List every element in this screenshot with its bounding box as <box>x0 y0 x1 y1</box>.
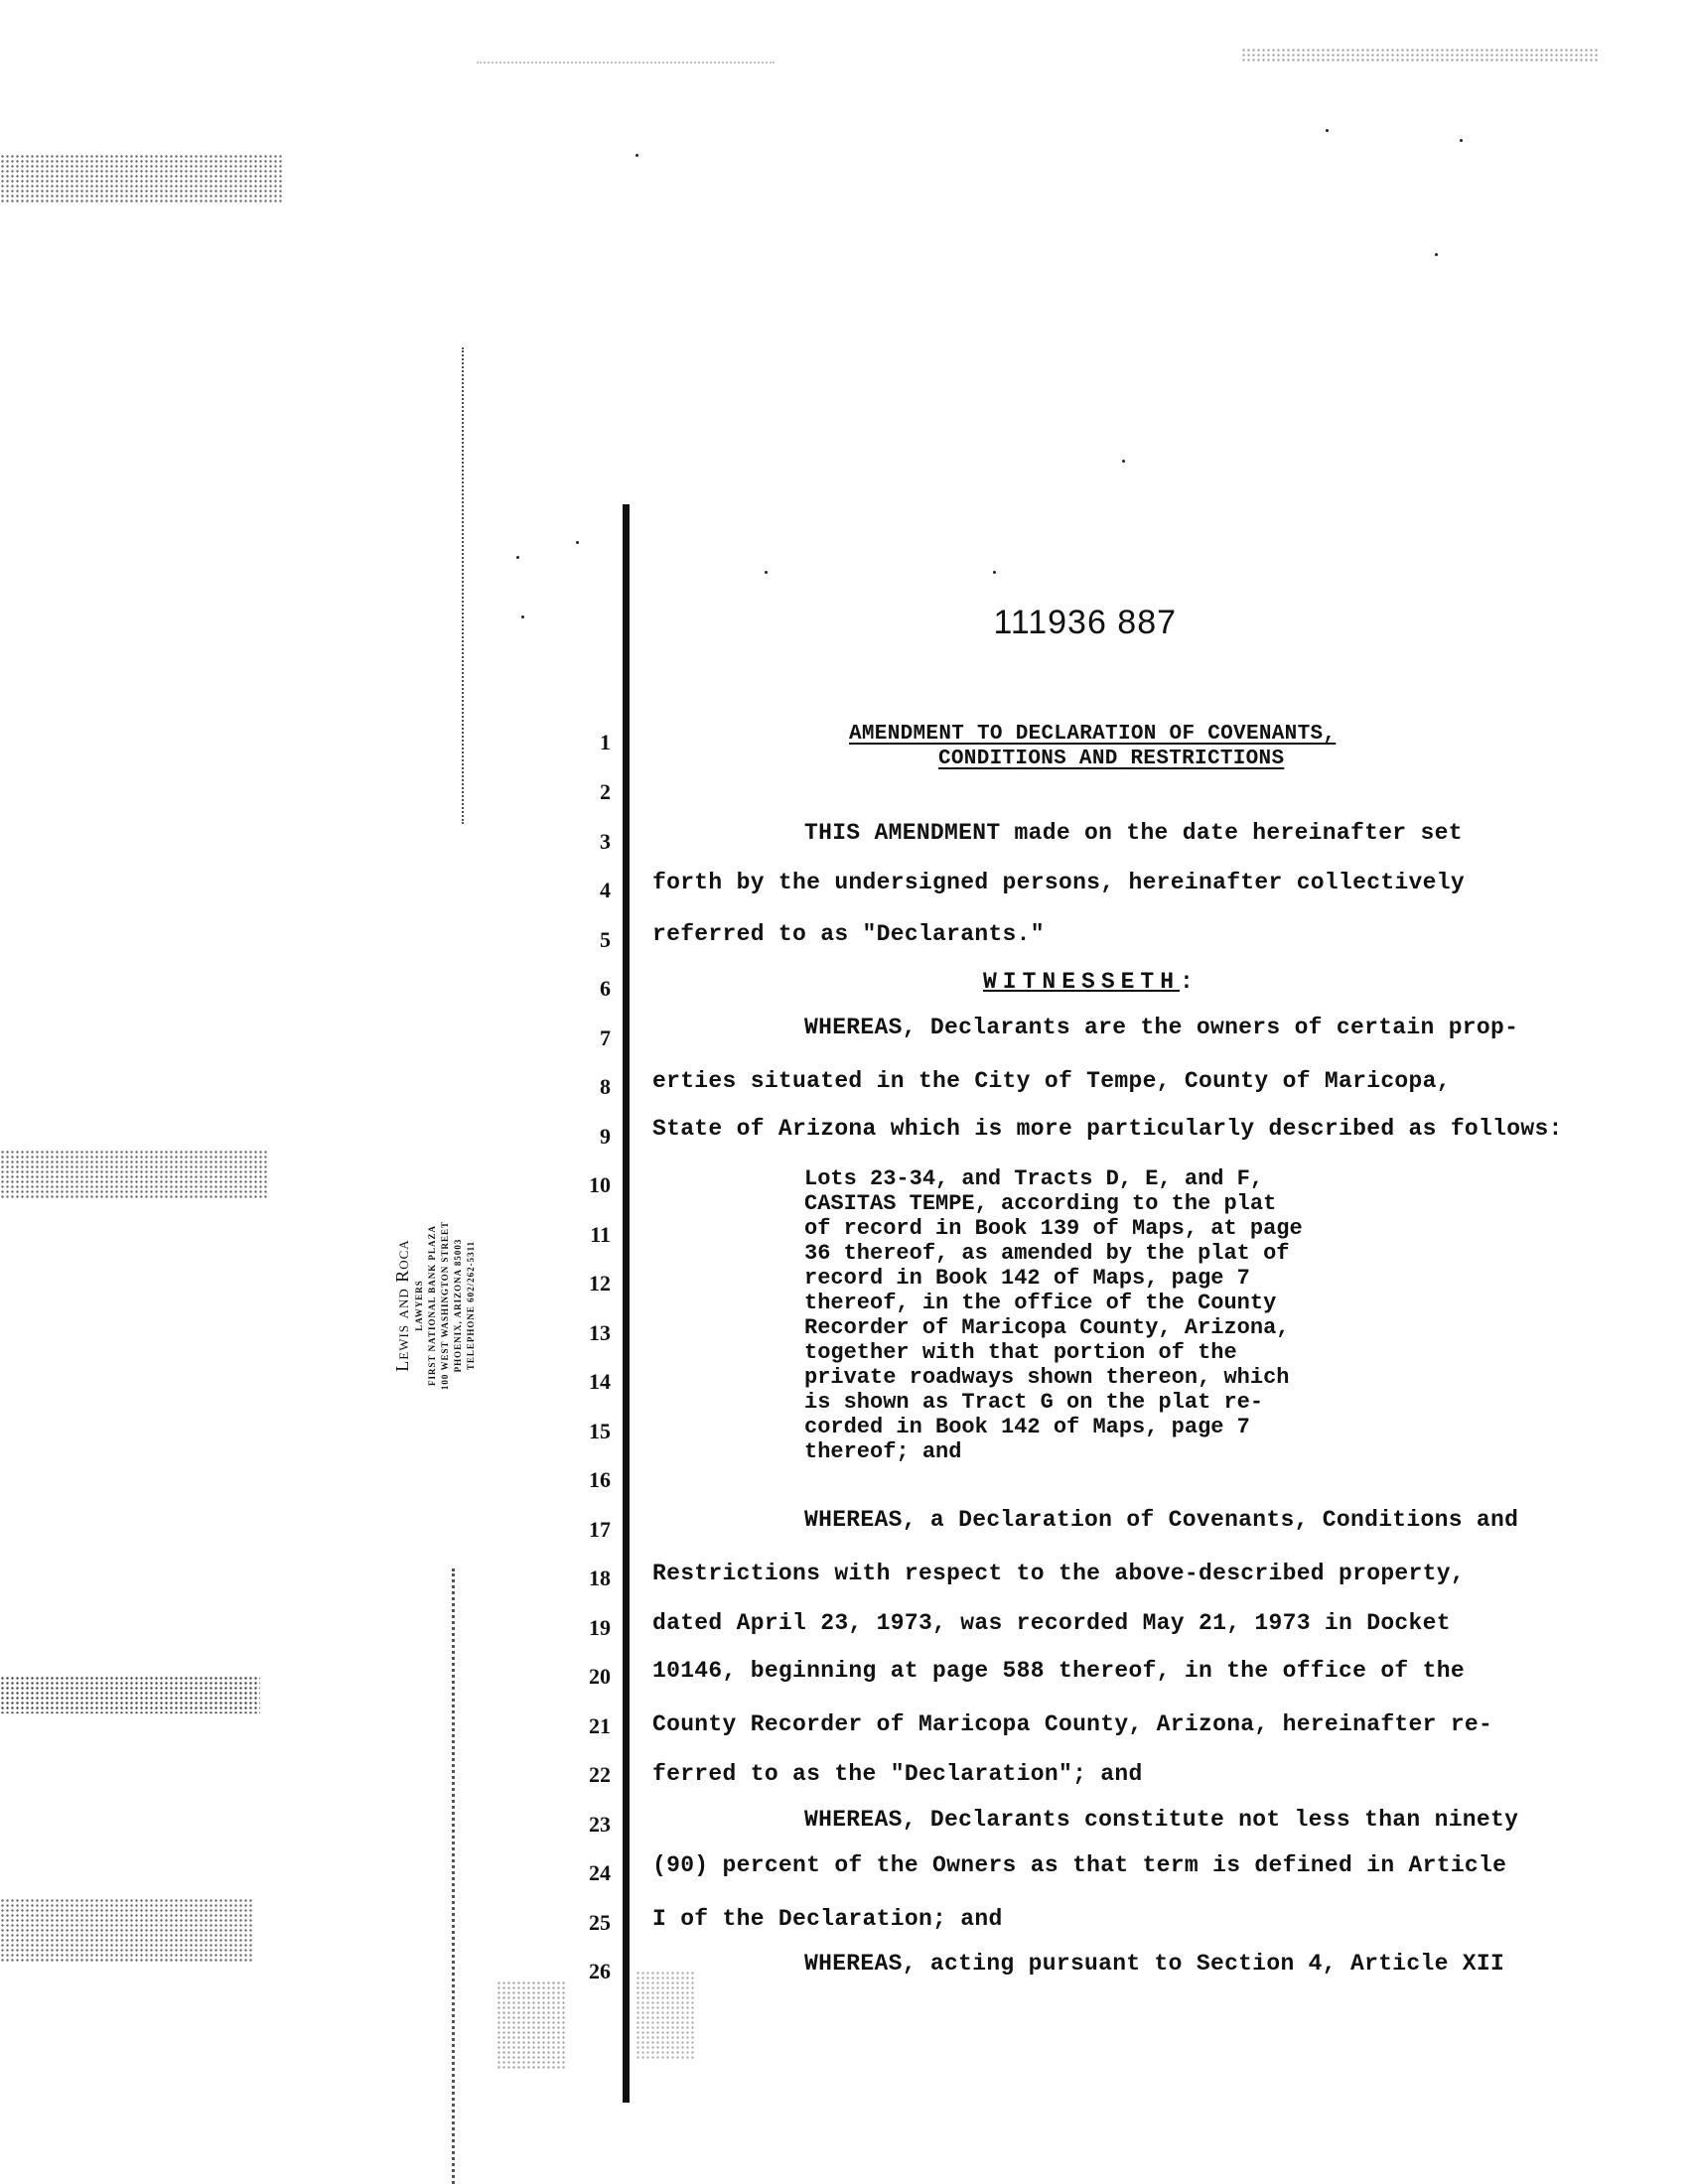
line-number: 12 <box>589 1271 611 1296</box>
legal-line: record in Book 142 of Maps, page 7 <box>804 1266 1250 1291</box>
body-line: 10146, beginning at page 588 thereof, in the office of the <box>652 1658 1465 1684</box>
body-line: WHEREAS, acting pursuant to Section 4, Article XII <box>804 1951 1505 1977</box>
scan-speck <box>993 571 996 574</box>
body-line: THIS AMENDMENT made on the date hereinafter set <box>804 820 1463 846</box>
body-line: County Recorder of Maricopa County, Arizona, hereinafter re- <box>652 1711 1493 1737</box>
line-number: 6 <box>600 976 611 1001</box>
body-line: ferred to as the "Declaration"; and <box>652 1761 1143 1787</box>
scan-speck <box>576 541 579 544</box>
line-number: 16 <box>589 1467 611 1492</box>
docket-number: 111936 887 <box>983 604 1178 641</box>
body-line: WHEREAS, Declarants constitute not less than ninety <box>804 1807 1519 1833</box>
legal-line: Recorder of Maricopa County, Arizona, <box>804 1315 1290 1340</box>
legal-line: thereof; and <box>804 1439 962 1464</box>
line-number: 3 <box>600 829 611 854</box>
line-number: 11 <box>590 1222 611 1247</box>
line-number: 23 <box>589 1812 611 1837</box>
body-line: referred to as "Declarants." <box>652 921 1045 947</box>
line-number: 8 <box>600 1074 611 1099</box>
legal-line: together with that portion of the <box>804 1340 1237 1365</box>
line-number: 20 <box>589 1664 611 1689</box>
legal-line: is shown as Tract G on the plat re- <box>804 1390 1264 1415</box>
body-line: WHEREAS, Declarants are the owners of certain prop- <box>804 1015 1519 1040</box>
line-number: 15 <box>589 1419 611 1443</box>
scan-noise-patch <box>0 154 283 204</box>
scan-noise-line <box>462 347 464 824</box>
body-line: (90) percent of the Owners as that term is defined in Article <box>652 1852 1507 1878</box>
scan-speck <box>1122 460 1125 463</box>
scan-noise-patch <box>0 1898 253 1963</box>
firm-line: TELEPHONE 602/262-5311 <box>466 1240 476 1371</box>
scan-speck <box>765 571 768 574</box>
line-number: 4 <box>600 878 611 902</box>
line-number: 7 <box>600 1025 611 1050</box>
line-number: 13 <box>589 1320 611 1345</box>
line-number: 19 <box>589 1615 611 1640</box>
line-number: 18 <box>589 1566 611 1590</box>
line-number: 1 <box>600 730 611 754</box>
scan-speck <box>1435 253 1438 256</box>
firm-name: Lewis and Roca <box>392 1239 412 1372</box>
body-line: WHEREAS, a Declaration of Covenants, Conditions and <box>804 1507 1519 1533</box>
scan-noise-patch <box>1241 48 1599 62</box>
line-number: 21 <box>589 1713 611 1738</box>
line-number: 10 <box>589 1172 611 1197</box>
margin-rule <box>623 504 630 2103</box>
scan-noise-patch <box>0 1150 268 1199</box>
firm-line: FIRST NATIONAL BANK PLAZA <box>427 1225 437 1386</box>
witnesseth-text: WITNESSETH <box>983 969 1181 995</box>
scan-noise-patch <box>0 1676 260 1713</box>
witnesseth-heading <box>983 969 1200 995</box>
scan-noise-patch <box>635 1971 695 2060</box>
legal-line: of record in Book 139 of Maps, at page <box>804 1216 1303 1241</box>
document-title-line2: CONDITIONS AND RESTRICTIONS <box>938 748 1285 770</box>
line-number: 24 <box>589 1860 611 1885</box>
body-line: erties situated in the City of Tempe, County of Maricopa, <box>652 1068 1451 1094</box>
legal-line: CASITAS TEMPE, according to the plat <box>804 1191 1277 1216</box>
firm-line: 100 WEST WASHINGTON STREET <box>440 1220 450 1391</box>
firm-line: LAWYERS <box>414 1280 424 1331</box>
scan-speck <box>635 154 638 157</box>
scan-speck <box>1326 129 1329 132</box>
firm-line: PHOENIX, ARIZONA 85003 <box>453 1238 463 1373</box>
body-line: dated April 23, 1973, was recorded May 21, 1973 in Docket <box>652 1610 1451 1636</box>
legal-line: Lots 23-34, and Tracts D, E, and F, <box>804 1166 1264 1191</box>
legal-line: 36 thereof, as amended by the plat of <box>804 1241 1290 1266</box>
body-line: Restrictions with respect to the above-described property, <box>652 1561 1465 1586</box>
document-title-line1: AMENDMENT TO DECLARATION OF COVENANTS, <box>849 723 1337 746</box>
line-number: 26 <box>589 1959 611 1983</box>
scan-speck <box>1460 139 1463 142</box>
line-number: 22 <box>589 1762 611 1787</box>
line-number: 9 <box>600 1124 611 1149</box>
scan-noise-patch <box>496 1980 566 2070</box>
scan-speck <box>521 615 524 618</box>
legal-line: private roadways shown thereon, which <box>804 1365 1290 1390</box>
scan-speck <box>516 556 519 559</box>
legal-line: corded in Book 142 of Maps, page 7 <box>804 1415 1250 1439</box>
scan-noise-line <box>477 62 775 64</box>
legal-line: thereof, in the office of the County <box>804 1291 1277 1315</box>
line-number: 14 <box>589 1369 611 1394</box>
scan-noise-line <box>452 1569 455 2184</box>
line-number: 17 <box>589 1517 611 1542</box>
law-firm-block <box>392 1157 482 1454</box>
witnesseth-colon: : <box>1180 969 1200 995</box>
legal-description <box>804 1166 1303 1464</box>
line-number: 5 <box>600 927 611 952</box>
body-line: State of Arizona which is more particularly described as follows: <box>652 1116 1563 1142</box>
line-number: 2 <box>600 779 611 804</box>
body-line: forth by the undersigned persons, hereinafter collectively <box>652 870 1465 895</box>
body-line: I of the Declaration; and <box>652 1906 1003 1932</box>
line-number: 25 <box>589 1910 611 1935</box>
